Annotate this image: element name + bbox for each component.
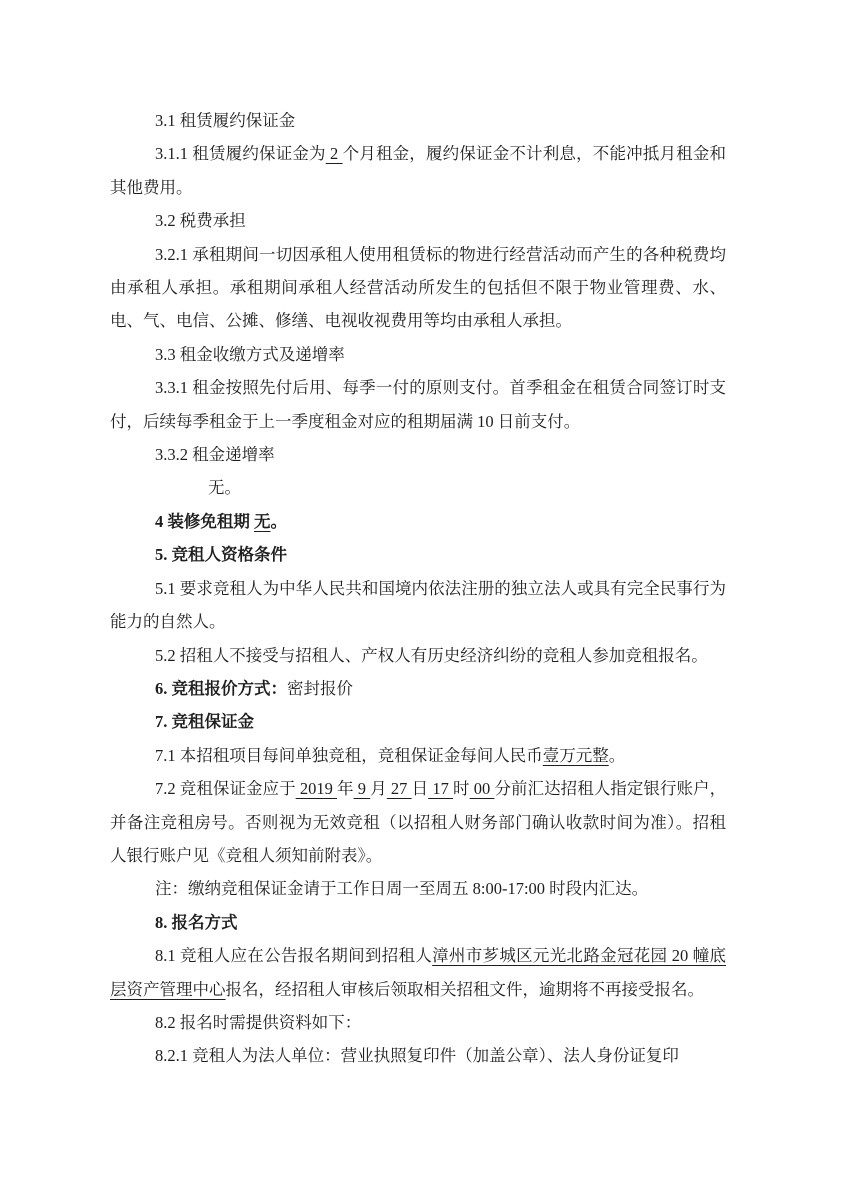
fill-in-deposit-amount: 壹万元整 [542, 745, 609, 765]
text-run: 3.1.1 租赁履约保证金为 [155, 144, 326, 164]
clause-3-3-2 [110, 438, 726, 471]
fill-in-day: 27 [386, 779, 412, 799]
text-run: 3.2.1 承租期间一切因承租人使用租赁标的物进行经营活动而产生的各种税费均由承租人承担。承租期间承租人经营活动所发生的包括但不限于物业管理费、水、电、气、电信、公摊、修缮、电视收视费用等均由承租人承担。 [110, 244, 726, 331]
note-deposit-payment-hours [110, 872, 726, 905]
clause-8 [110, 906, 726, 939]
fill-in-none: 无 [254, 511, 271, 531]
text-run: 3.1 租赁履约保证金 [155, 111, 296, 130]
text-run: 5. 竞租人资格条件 [155, 545, 287, 565]
clause-8-2 [110, 1006, 726, 1039]
clause-3-2-1 [110, 238, 726, 338]
text-run: 。 [270, 511, 287, 531]
clause-3-1-1 [110, 137, 726, 204]
clause-5 [110, 538, 726, 571]
clause-3-3-1 [110, 371, 726, 438]
text-run: 时 [453, 779, 470, 799]
clause-8-2-1 [110, 1039, 726, 1072]
text-run: 8.2.1 竞租人为法人单位：营业执照复印件（加盖公章）、法人身份证复印 [155, 1046, 679, 1066]
clause-3-2 [110, 204, 726, 237]
fill-in-minute: 00 [469, 779, 495, 799]
clause-6-value: 密封报价 [287, 678, 353, 698]
text-run: 7.1 本招租项目每间单独竞租，竞租保证金每间人民币 [155, 745, 543, 765]
clause-7 [110, 705, 726, 738]
fill-in-registration-address: 漳州市芗城区元光北路金冠花园 20 幢底层资产管理中心 [110, 946, 727, 999]
text-run: 3.3 租金收缴方式及递增率 [155, 344, 345, 364]
text-run: 注：缴纳竞租保证金请于工作日周一至周五 8:00-17:00 时段内汇达。 [155, 879, 649, 899]
clause-3-3 [110, 338, 726, 371]
text-run: 8. 报名方式 [155, 912, 238, 932]
clause-7-1 [110, 739, 726, 772]
text-run: 个月租金，履约保证金不计利息，不能冲抵月租金和其他费用。 [110, 144, 727, 197]
text-run: 3.3.2 租金递增率 [155, 445, 275, 465]
text-run: 7. 竞租保证金 [155, 712, 254, 732]
clause-8-1 [110, 939, 726, 1006]
text-run: 5.1 要求竞租人为中华人民共和国境内依法注册的独立法人或具有完全民事行为能力的自然人。 [110, 578, 726, 632]
clause-4 [110, 505, 726, 538]
text-run: 5.2 招租人不接受与招租人、产权人有历史经济纠纷的竞租人参加竞租报名。 [155, 645, 708, 665]
text-run: 。 [608, 745, 626, 765]
text-run: 无。 [208, 478, 241, 498]
text-run: 日 [411, 779, 429, 799]
text-run: 4 装修免租期 [155, 511, 254, 531]
clause-5-1 [110, 572, 726, 639]
clause-5-2 [110, 639, 726, 672]
text-run: 7.2 竞租保证金应于 [155, 779, 296, 799]
clause-7-2 [110, 772, 726, 872]
text-run: 报名，经招租人审核后领取相关招租文件，逾期将不再接受报名。 [225, 979, 704, 999]
fill-in-hour: 17 [428, 779, 454, 799]
fill-in-year: 2019 [295, 779, 338, 799]
text-run: 8.1 竞租人应在公告报名期间到招租人 [155, 946, 433, 966]
clause-6-label: 6. 竞租报价方式： [155, 678, 287, 698]
fill-in-month: 9 [353, 779, 371, 799]
text-run: 年 [337, 779, 354, 799]
fill-in-months: 2 [325, 144, 343, 164]
text-run: 8.2 报名时需提供资料如下： [155, 1012, 362, 1032]
text-run: 分前汇达招租人指定银行账户，并备注竞租房号。否则视为无效竞租（以招租人财务部门确认收款时间为准）。招租人银行账户见《竞租人须知前附表》。 [110, 779, 727, 865]
text-run: 3.3.1 租金按照先付后用、每季一付的原则支付。首季租金在租赁合同签订时支付，后续每季租金于上一季度租金对应的租期届满 10 日前支付。 [110, 378, 726, 431]
clause-3-1 [110, 104, 726, 137]
text-run: 3.2 税费承担 [155, 211, 246, 231]
clause-6 [110, 672, 726, 705]
text-run: 月 [370, 779, 387, 799]
clause-3-3-2-value [110, 471, 726, 504]
